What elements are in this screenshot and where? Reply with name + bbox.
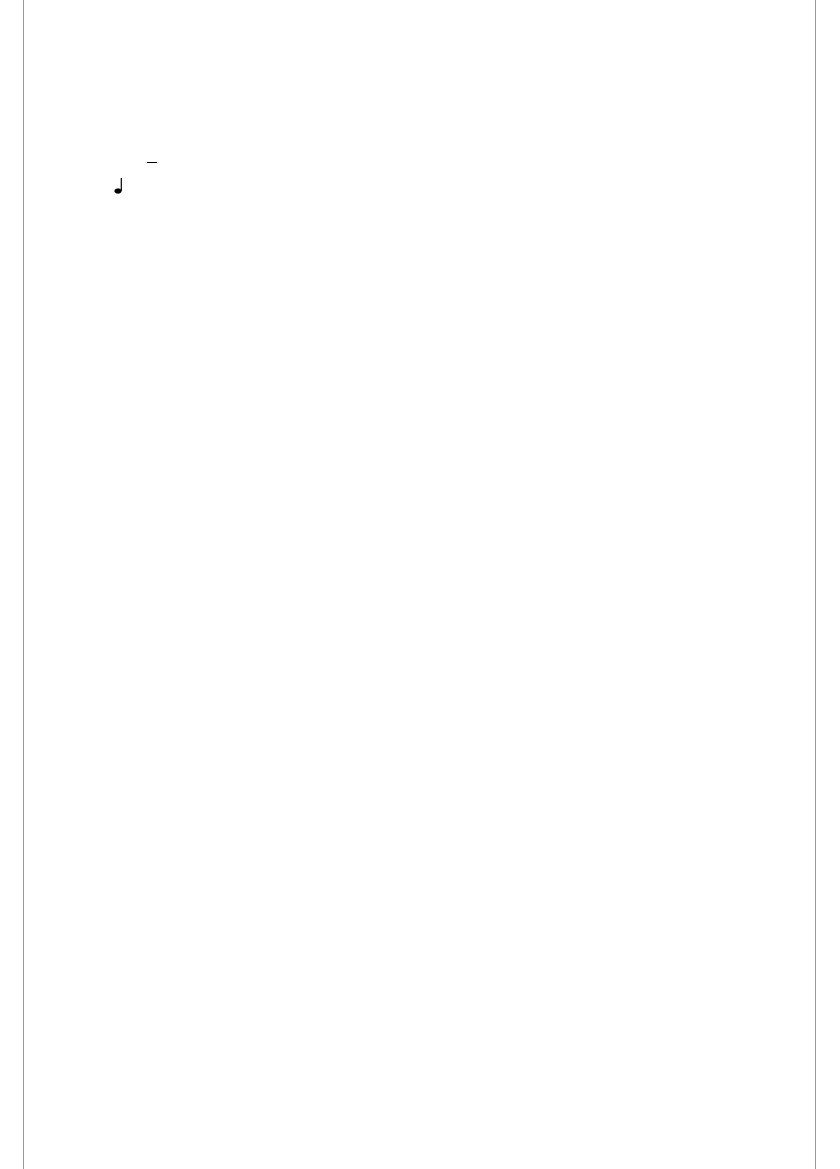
right-border-line	[815, 0, 816, 1169]
left-border-line	[23, 0, 24, 1169]
time-signature-line	[147, 162, 157, 163]
quarter-note-icon	[114, 178, 124, 198]
